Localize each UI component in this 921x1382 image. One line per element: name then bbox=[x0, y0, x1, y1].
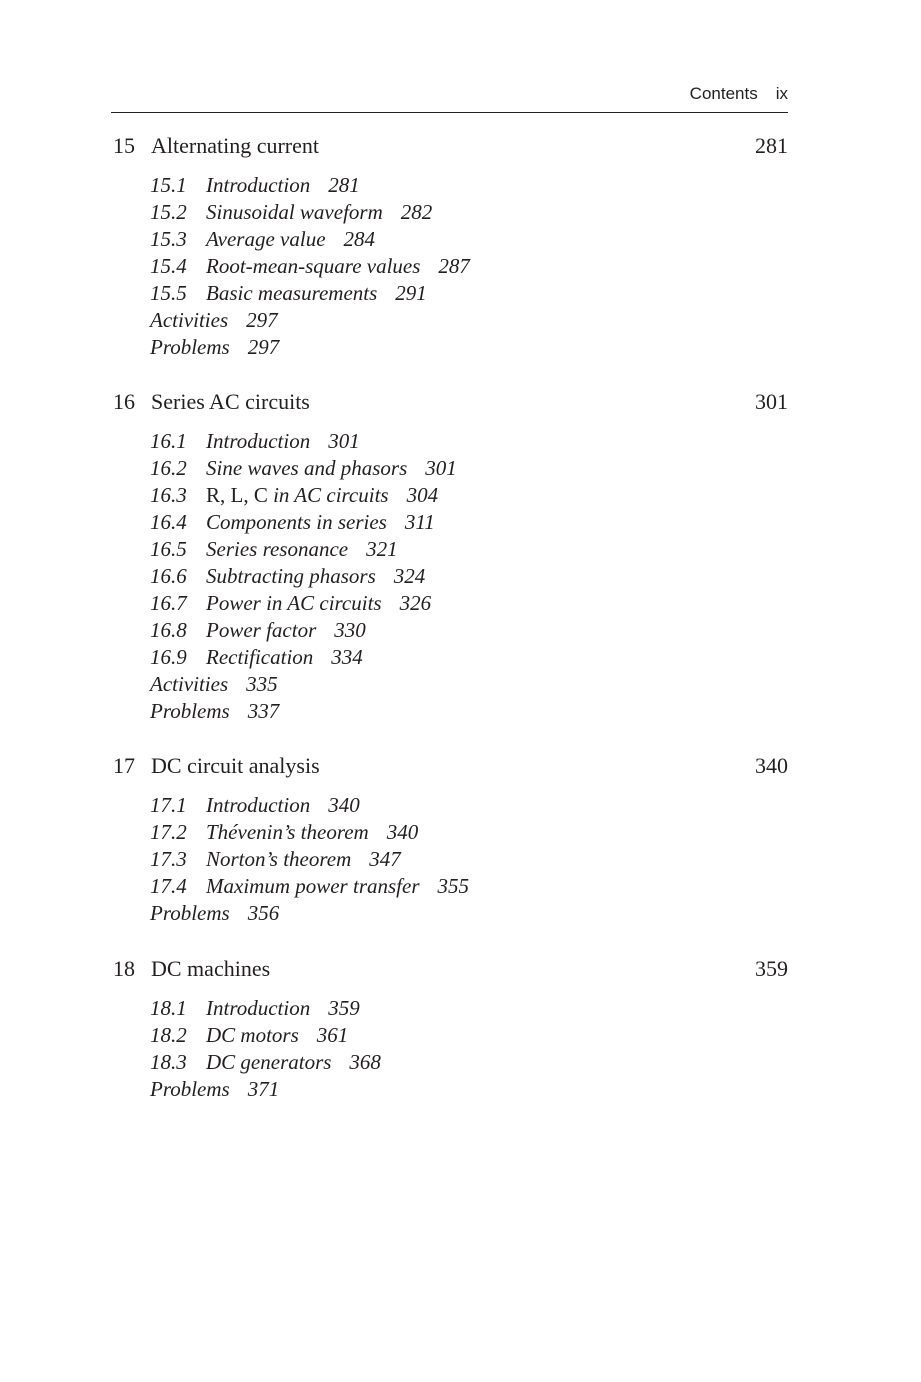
chapter-number: 16 bbox=[113, 389, 135, 414]
page-number: ix bbox=[775, 84, 788, 103]
section-entry[interactable] bbox=[150, 253, 788, 280]
section-page: 297 bbox=[247, 335, 280, 359]
section-page: 297 bbox=[246, 308, 278, 332]
section-number: 15.4 bbox=[150, 254, 187, 278]
section-title: Rectification bbox=[206, 645, 314, 669]
section-entry[interactable] bbox=[150, 617, 788, 644]
section-entry[interactable] bbox=[150, 644, 788, 671]
section-page: 359 bbox=[328, 996, 360, 1020]
section-number: 16.6 bbox=[150, 564, 187, 588]
section-entry[interactable] bbox=[150, 792, 788, 819]
section-entry[interactable] bbox=[150, 509, 788, 536]
section-page: 282 bbox=[400, 200, 433, 224]
section-page: 311 bbox=[404, 510, 435, 534]
section-number: 16.4 bbox=[150, 510, 187, 534]
section-list bbox=[111, 995, 788, 1103]
chapter-page: 281 bbox=[755, 133, 788, 158]
section-title: Basic measurements bbox=[206, 281, 378, 305]
section-title-prefix: R, L, C bbox=[206, 483, 268, 507]
section-number: 17.3 bbox=[150, 847, 187, 871]
section-title: Thévenin’s theorem bbox=[206, 820, 369, 844]
section-page: 301 bbox=[328, 429, 360, 453]
section-entry[interactable] bbox=[150, 280, 788, 307]
chapter-title: DC circuit analysis bbox=[151, 753, 320, 778]
section-page: 301 bbox=[425, 456, 457, 480]
chapter-16 bbox=[111, 388, 788, 725]
section-title: Problems bbox=[150, 1077, 230, 1101]
section-page: 287 bbox=[438, 254, 470, 278]
section-title: Components in series bbox=[206, 510, 387, 534]
section-page: 281 bbox=[328, 173, 360, 197]
section-entry[interactable] bbox=[150, 536, 788, 563]
section-page: 330 bbox=[334, 618, 366, 642]
chapter-number: 17 bbox=[113, 753, 135, 778]
chapter-page: 359 bbox=[755, 956, 788, 981]
section-title: Sinusoidal waveform bbox=[206, 200, 383, 224]
section-entry[interactable] bbox=[150, 846, 788, 873]
section-entry[interactable] bbox=[150, 226, 788, 253]
section-title: Problems bbox=[150, 699, 230, 723]
section-page: 324 bbox=[393, 564, 426, 588]
section-number: 15.1 bbox=[150, 173, 187, 197]
section-number: 18.2 bbox=[150, 1023, 187, 1047]
chapter-heading[interactable] bbox=[111, 955, 788, 983]
section-number: 16.1 bbox=[150, 429, 187, 453]
section-page: 355 bbox=[437, 874, 469, 898]
section-page: 284 bbox=[343, 227, 376, 251]
section-page: 335 bbox=[246, 672, 278, 696]
chapter-page: 301 bbox=[755, 389, 788, 414]
section-entry[interactable] bbox=[150, 172, 788, 199]
section-number: 15.5 bbox=[150, 281, 187, 305]
section-title: Sine waves and phasors bbox=[206, 456, 408, 480]
running-head-title: Contents bbox=[689, 84, 758, 103]
section-number: 18.3 bbox=[150, 1050, 187, 1074]
section-entry[interactable] bbox=[150, 590, 788, 617]
section-title: Introduction bbox=[206, 793, 311, 817]
section-number: 16.2 bbox=[150, 456, 187, 480]
chapter-title: Alternating current bbox=[151, 133, 319, 158]
section-page: 356 bbox=[247, 901, 280, 925]
section-page: 368 bbox=[349, 1050, 381, 1074]
section-number: 16.9 bbox=[150, 645, 187, 669]
section-entry[interactable] bbox=[150, 199, 788, 226]
problems-entry[interactable] bbox=[150, 900, 788, 927]
problems-entry[interactable] bbox=[150, 698, 788, 725]
section-title: Series resonance bbox=[206, 537, 349, 561]
section-entry[interactable] bbox=[150, 455, 788, 482]
section-number: 15.3 bbox=[150, 227, 187, 251]
header-rule bbox=[111, 112, 788, 113]
section-title: Introduction bbox=[206, 173, 311, 197]
section-number: 16.5 bbox=[150, 537, 187, 561]
section-page: 361 bbox=[316, 1023, 349, 1047]
section-title: Subtracting phasors bbox=[206, 564, 376, 588]
section-entry[interactable] bbox=[150, 428, 788, 455]
section-number: 17.1 bbox=[150, 793, 187, 817]
activities-entry[interactable] bbox=[150, 307, 788, 334]
section-list bbox=[111, 792, 788, 927]
section-number: 17.4 bbox=[150, 874, 187, 898]
section-title: Introduction bbox=[206, 429, 311, 453]
chapter-title: DC machines bbox=[151, 956, 271, 981]
section-page: 340 bbox=[386, 820, 419, 844]
chapter-15 bbox=[111, 132, 788, 361]
section-title: Activities bbox=[150, 308, 229, 332]
section-page: 347 bbox=[369, 847, 401, 871]
section-number: 17.2 bbox=[150, 820, 187, 844]
section-entry[interactable] bbox=[150, 563, 788, 590]
section-title: Introduction bbox=[206, 996, 311, 1020]
section-number: 18.1 bbox=[150, 996, 187, 1020]
section-page: 291 bbox=[395, 281, 427, 305]
section-entry[interactable] bbox=[150, 1022, 788, 1049]
section-number: 15.2 bbox=[150, 200, 187, 224]
chapter-page: 340 bbox=[755, 753, 788, 778]
section-page: 371 bbox=[247, 1077, 280, 1101]
section-entry[interactable] bbox=[150, 873, 788, 900]
section-page: 340 bbox=[328, 793, 360, 817]
section-title: DC motors bbox=[206, 1023, 299, 1047]
section-page: 304 bbox=[406, 483, 439, 507]
section-list bbox=[111, 172, 788, 361]
section-entry[interactable] bbox=[150, 1049, 788, 1076]
section-title: Root-mean-square values bbox=[206, 254, 421, 278]
section-title: Power in AC circuits bbox=[206, 591, 382, 615]
problems-entry[interactable] bbox=[150, 1076, 788, 1103]
section-entry[interactable] bbox=[150, 995, 788, 1022]
section-title: Problems bbox=[150, 335, 230, 359]
section-list bbox=[111, 428, 788, 725]
section-title: DC generators bbox=[206, 1050, 332, 1074]
section-title: Norton’s theorem bbox=[206, 847, 352, 871]
chapter-title: Series AC circuits bbox=[151, 389, 310, 414]
chapter-heading[interactable] bbox=[111, 752, 788, 780]
section-title: Activities bbox=[150, 672, 229, 696]
chapter-17 bbox=[111, 752, 788, 927]
chapter-heading[interactable] bbox=[111, 132, 788, 160]
section-page: 337 bbox=[247, 699, 280, 723]
chapter-18 bbox=[111, 955, 788, 1103]
activities-entry[interactable] bbox=[150, 671, 788, 698]
section-entry[interactable] bbox=[150, 819, 788, 846]
chapter-heading[interactable] bbox=[111, 388, 788, 416]
section-page: 334 bbox=[331, 645, 363, 669]
running-head bbox=[111, 82, 788, 106]
chapter-number: 15 bbox=[113, 133, 135, 158]
section-number: 16.8 bbox=[150, 618, 187, 642]
section-title: Maximum power transfer bbox=[206, 874, 420, 898]
section-page: 326 bbox=[399, 591, 432, 615]
section-title: Average value bbox=[206, 227, 326, 251]
section-page: 321 bbox=[366, 537, 398, 561]
problems-entry[interactable] bbox=[150, 334, 788, 361]
chapter-number: 18 bbox=[113, 956, 135, 981]
section-number: 16.3 bbox=[150, 483, 187, 507]
section-title: Power factor bbox=[206, 618, 317, 642]
section-number: 16.7 bbox=[150, 591, 187, 615]
section-title: Problems bbox=[150, 901, 230, 925]
section-title: in AC circuits bbox=[267, 483, 389, 507]
section-entry[interactable] bbox=[150, 482, 788, 509]
